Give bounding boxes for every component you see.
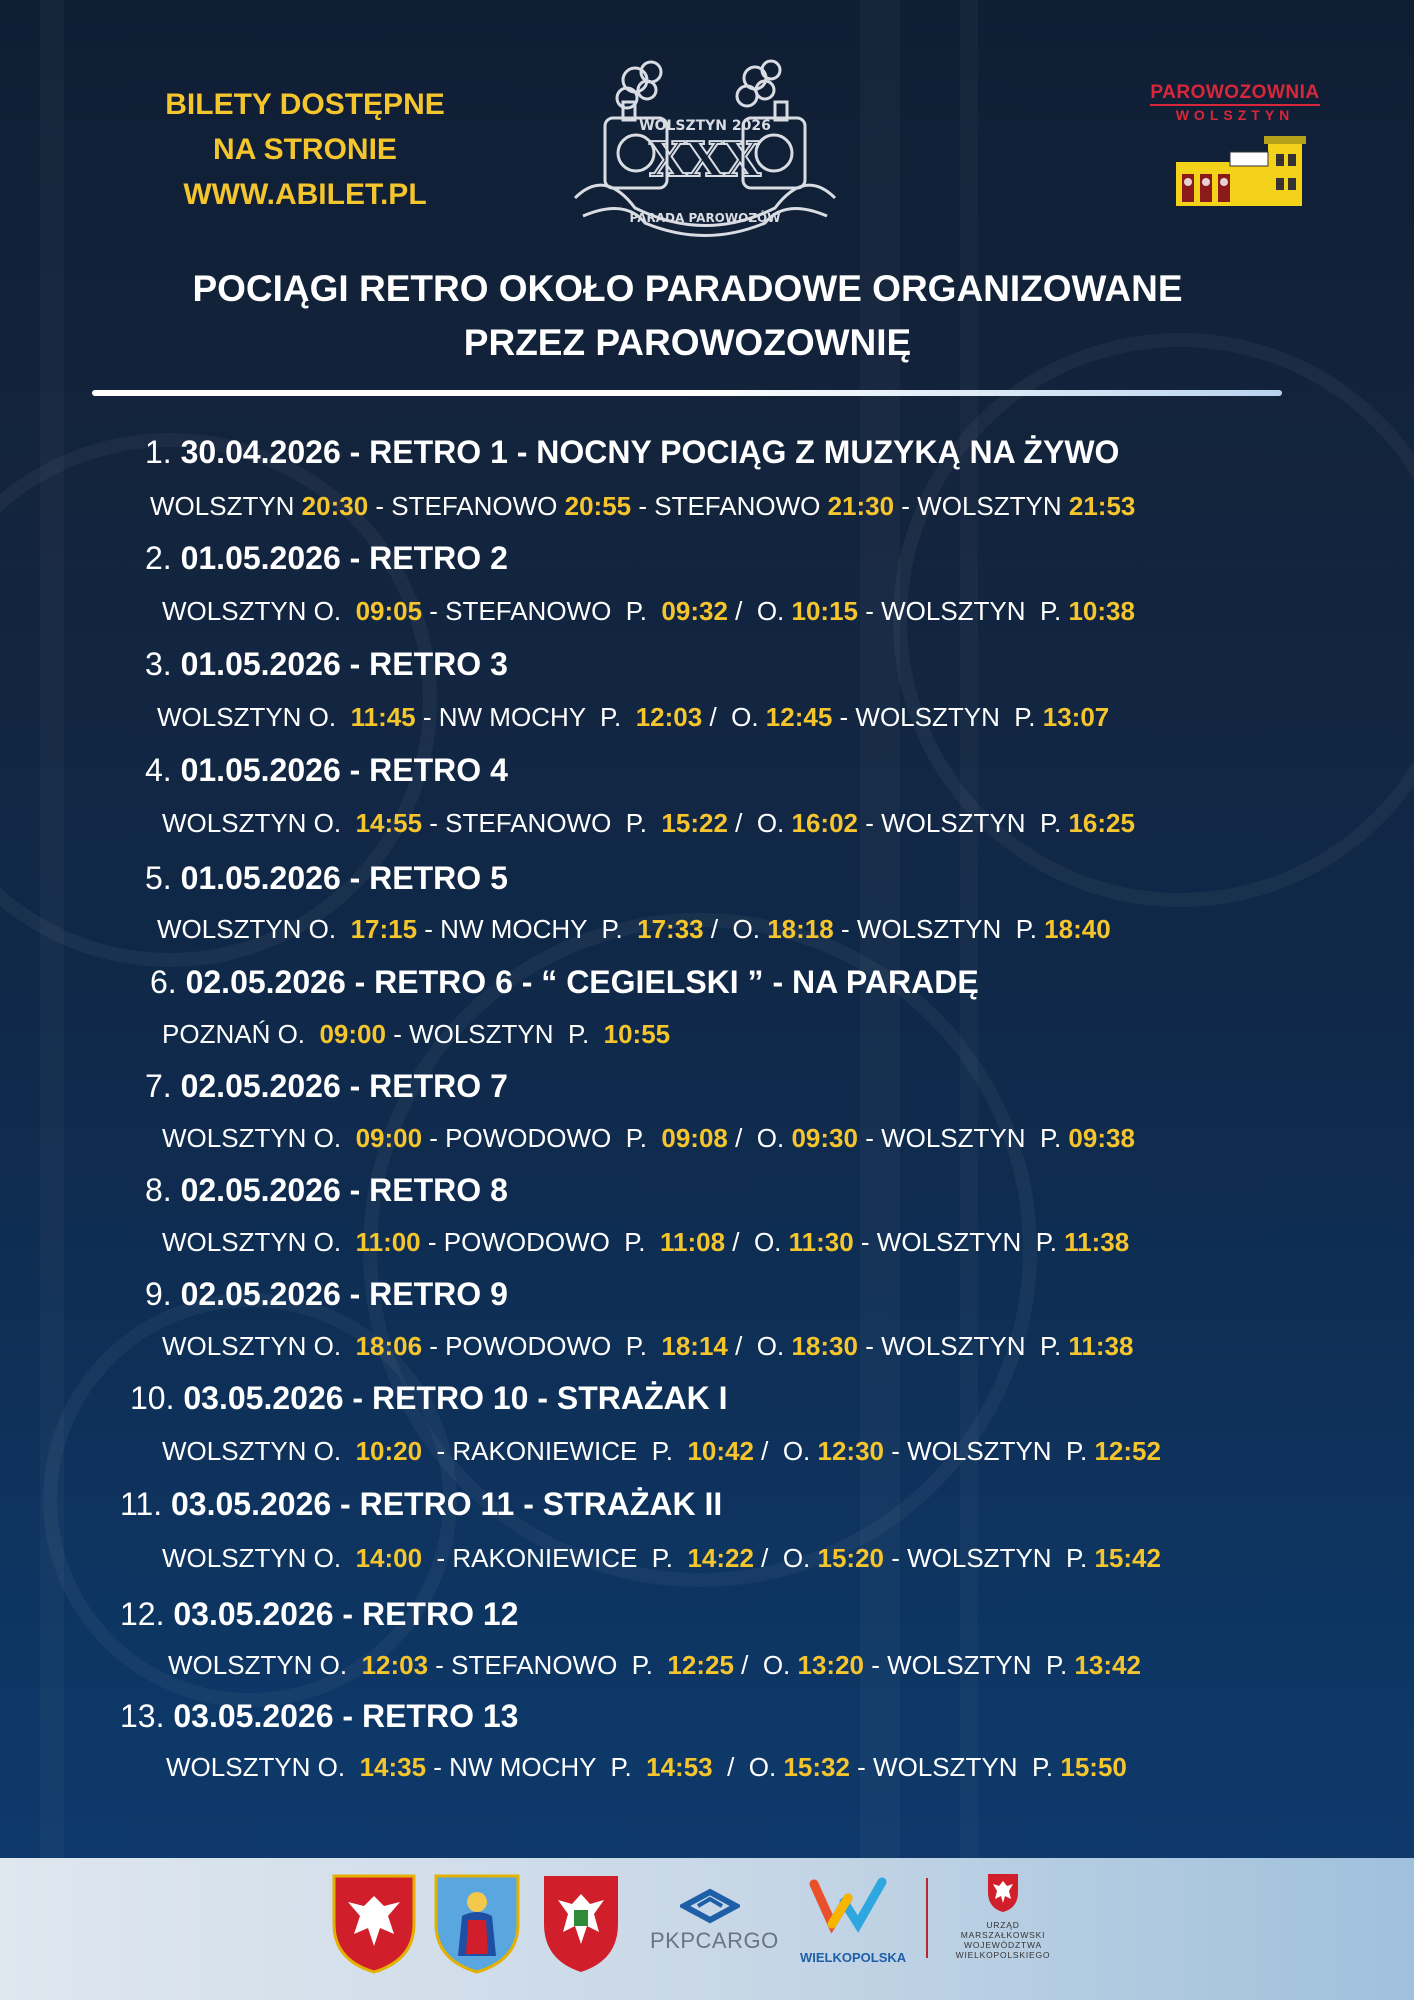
route-time: 09:00 [355, 1123, 423, 1153]
schedule-entry-route [150, 491, 1135, 522]
schedule-entry-title [145, 860, 508, 897]
tickets-info [130, 82, 480, 217]
entry-number: 5. [145, 860, 172, 896]
route-station: - POWODOWO P. [422, 1123, 662, 1153]
route-time: 10:15 [791, 596, 858, 626]
entry-train-name: - RETRO 5 [340, 860, 508, 896]
parowozownia-title: PAROWOZOWNIA [1150, 82, 1320, 103]
route-station: - WOLSZTYN P. [864, 1650, 1075, 1680]
route-station: - WOLSZTYN P. [858, 596, 1069, 626]
route-station: / O. [753, 1543, 818, 1573]
entry-train-name: - RETRO 9 [340, 1276, 508, 1312]
route-time: 20:30 [301, 491, 369, 521]
route-station: WOLSZTYN O. [162, 1227, 356, 1257]
route-station: / O. [727, 596, 792, 626]
schedule-entry-title [145, 1276, 508, 1313]
route-time: 14:22 [687, 1543, 754, 1573]
footer-separator [926, 1878, 928, 1958]
schedule-entry-route [168, 1650, 1141, 1681]
schedule-entry-route [162, 1227, 1129, 1258]
entry-date: 03.05.2026 [183, 1380, 344, 1416]
entry-number: 6. [150, 964, 177, 1000]
route-station: / O. [712, 1752, 784, 1782]
route-station: - POWODOWO P. [420, 1227, 660, 1257]
route-time: 09:38 [1068, 1123, 1135, 1153]
tickets-url[interactable]: WWW.ABILET.PL [183, 178, 427, 211]
entry-train-name: - RETRO 2 [340, 540, 508, 576]
page-heading [90, 262, 1285, 370]
route-time: 14:35 [359, 1752, 427, 1782]
urzad-line-4: WIELKOPOLSKIEGO [955, 1950, 1051, 1960]
route-station: WOLSZTYN O. [162, 1331, 356, 1361]
route-station: - STEFANOWO [631, 491, 828, 521]
schedule-entry-route [166, 1752, 1127, 1783]
route-station: - NW MOCHY P. [415, 702, 636, 732]
route-time: 10:38 [1068, 596, 1135, 626]
parada-parowozow-logo [565, 58, 845, 238]
route-station: - NW MOCHY P. [417, 914, 638, 944]
roundhouse-building-icon [1170, 134, 1310, 212]
route-time: 21:30 [827, 491, 895, 521]
route-station: WOLSZTYN O. [166, 1752, 360, 1782]
route-station: WOLSZTYN O. [162, 596, 356, 626]
route-time: 12:03 [635, 702, 703, 732]
route-station: - WOLSZTYN P. [385, 1019, 604, 1049]
schedule-entry-title [120, 1486, 722, 1523]
route-time: 14:55 [355, 808, 423, 838]
entry-train-name: - RETRO 7 [340, 1068, 508, 1104]
route-station: - STEFANOWO P. [422, 596, 662, 626]
schedule-entry-route [162, 1019, 670, 1050]
route-station: WOLSZTYN O. [157, 702, 351, 732]
route-station: WOLSZTYN O. [162, 1436, 356, 1466]
schedule-entry-title [145, 646, 508, 683]
route-time: 09:08 [661, 1123, 728, 1153]
route-time: 09:05 [355, 596, 423, 626]
coat-of-arms-powiat-icon [540, 1872, 622, 1976]
route-station: - POWODOWO P. [422, 1331, 662, 1361]
route-station: WOLSZTYN O. [162, 1123, 356, 1153]
route-station: - WOLSZTYN P. [832, 702, 1043, 732]
route-station: - RAKONIEWICE P. [422, 1436, 688, 1466]
urzad-line-1: URZĄD [986, 1920, 1020, 1930]
urzad-line-3: WOJEWÓDZTWA [964, 1940, 1042, 1950]
route-station: - STEFANOWO P. [428, 1650, 668, 1680]
route-time: 11:00 [355, 1227, 421, 1257]
route-time: 18:06 [355, 1331, 423, 1361]
entry-number: 13. [120, 1698, 165, 1734]
event-logo-banner-text: PARADA PAROWOZÓW [629, 211, 781, 225]
schedule-entry-title [150, 964, 979, 1001]
entry-train-name: - RETRO 13 [333, 1698, 519, 1734]
entry-number: 7. [145, 1068, 172, 1104]
route-time: 11:30 [788, 1227, 854, 1257]
entry-train-name: - RETRO 11 - STRAŻAK II [331, 1486, 723, 1522]
schedule-entry-route [162, 1331, 1133, 1362]
schedule-entry-title [120, 1596, 518, 1633]
route-time: 16:25 [1068, 808, 1135, 838]
schedule-entry-route [162, 1436, 1161, 1467]
route-station: WOLSZTYN [150, 491, 302, 521]
route-time: 15:20 [817, 1543, 885, 1573]
route-time: 14:53 [646, 1752, 713, 1782]
entry-date: 03.05.2026 [173, 1698, 334, 1734]
route-station: WOLSZTYN O. [162, 1543, 356, 1573]
entry-train-name: - RETRO 10 - STRAŻAK I [343, 1380, 728, 1416]
route-station: - WOLSZTYN P. [833, 914, 1045, 944]
route-time: 12:52 [1094, 1436, 1161, 1466]
route-station: - WOLSZTYN P. [884, 1543, 1095, 1573]
entry-number: 2. [145, 540, 172, 576]
route-time: 15:42 [1094, 1543, 1161, 1573]
route-station: - RAKONIEWICE P. [422, 1543, 688, 1573]
route-station: - STEFANOWO P. [422, 808, 662, 838]
entry-number: 12. [120, 1596, 165, 1632]
heading-line-2: PRZEZ PAROWOZOWNIĘ [463, 322, 912, 363]
entry-date: 03.05.2026 [171, 1486, 332, 1522]
schedule-entry-title [145, 540, 508, 577]
route-station: / O. [725, 1227, 789, 1257]
route-station: / O. [727, 808, 792, 838]
route-time: 15:50 [1060, 1752, 1127, 1782]
schedule-entry-title [145, 434, 1119, 471]
route-time: 12:45 [765, 702, 833, 732]
entry-date: 30.04.2026 [180, 434, 341, 470]
pkp-cargo-label: PKPCARGO [650, 1928, 779, 1953]
schedule-entry-title [145, 1172, 508, 1209]
wielkopolska-logo-icon [808, 1874, 890, 1934]
entry-number: 11. [120, 1486, 163, 1522]
route-time: 11:38 [1068, 1331, 1134, 1361]
route-station: WOLSZTYN O. [157, 914, 351, 944]
route-station: WOLSZTYN O. [168, 1650, 362, 1680]
parowozownia-subtitle: WOLSZTYN [1150, 104, 1320, 123]
wielkopolska-label: WIELKOPOLSKA [800, 1950, 907, 1965]
entry-train-name: - RETRO 3 [340, 646, 508, 682]
entry-date: 01.05.2026 [180, 646, 341, 682]
route-time: 13:07 [1042, 702, 1110, 732]
entry-number: 4. [145, 752, 172, 788]
route-station: - WOLSZTYN P. [853, 1227, 1065, 1257]
route-time: 15:32 [783, 1752, 850, 1782]
route-time: 16:02 [791, 808, 858, 838]
route-time: 12:25 [667, 1650, 734, 1680]
entry-date: 03.05.2026 [173, 1596, 334, 1632]
route-time: 12:30 [817, 1436, 885, 1466]
route-time: 10:20 [355, 1436, 423, 1466]
route-station: / O. [703, 914, 768, 944]
route-time: 18:14 [661, 1331, 728, 1361]
entry-train-name: - RETRO 4 [340, 752, 508, 788]
tickets-line-2: NA STRONIE [213, 133, 397, 166]
entry-date: 02.05.2026 [180, 1172, 341, 1208]
route-time: 11:45 [350, 702, 416, 732]
route-time: 18:40 [1044, 914, 1111, 944]
route-station: / O. [733, 1650, 798, 1680]
entry-date: 02.05.2026 [180, 1068, 341, 1104]
entry-number: 3. [145, 646, 172, 682]
coat-of-arms-wolsztyn-icon [432, 1872, 522, 1976]
route-time: 13:42 [1074, 1650, 1141, 1680]
entry-train-name: - RETRO 6 - “ CEGIELSKI ” - NA PARADĘ [345, 964, 979, 1000]
route-time: 14:00 [355, 1543, 423, 1573]
urzad-line-2: MARSZAŁKOWSKI [960, 1930, 1046, 1940]
route-time: 17:15 [350, 914, 418, 944]
route-time: 18:18 [767, 914, 834, 944]
route-time: 09:30 [791, 1123, 858, 1153]
route-station: - WOLSZTYN [894, 491, 1069, 521]
entry-number: 10. [130, 1380, 175, 1416]
route-station: - NW MOCHY P. [426, 1752, 647, 1782]
route-station: POZNAŃ O. [162, 1019, 320, 1049]
heading-divider [92, 390, 1282, 396]
route-station: / O. [727, 1331, 792, 1361]
entry-date: 02.05.2026 [185, 964, 346, 1000]
entry-date: 01.05.2026 [180, 752, 341, 788]
schedule-entry-route [162, 596, 1135, 627]
route-time: 11:08 [659, 1227, 726, 1257]
urzad-marszalkowski-label [948, 1920, 1058, 1960]
schedule-entry-title [120, 1698, 518, 1735]
tickets-line-1: BILETY DOSTĘPNE [165, 88, 445, 121]
heading-line-1: POCIĄGI RETRO OKOŁO PARADOWE ORGANIZOWANE [192, 268, 1183, 309]
route-station: / O. [702, 702, 766, 732]
route-time: 15:22 [661, 808, 728, 838]
sponsors-footer [0, 1858, 1414, 2000]
schedule-entry-title [145, 1068, 508, 1105]
pkp-cargo-logo-icon [680, 1888, 740, 1924]
route-time: 21:53 [1068, 491, 1136, 521]
coat-of-arms-eagle-icon [330, 1872, 418, 1976]
route-station: - STEFANOWO [368, 491, 565, 521]
route-station: - WOLSZTYN P. [857, 1331, 1069, 1361]
schedule-entry-route [162, 808, 1135, 839]
entry-number: 8. [145, 1172, 172, 1208]
urzad-marszalkowski-crest-icon [986, 1872, 1020, 1914]
route-time: 11:38 [1064, 1227, 1130, 1257]
entry-date: 02.05.2026 [180, 1276, 341, 1312]
entry-number: 1. [145, 434, 172, 470]
route-time: 20:55 [564, 491, 632, 521]
parowozownia-wolsztyn-logo [1150, 78, 1330, 218]
entry-train-name: - RETRO 1 - NOCNY POCIĄG Z MUZYKĄ NA ŻYWO [340, 434, 1120, 470]
route-time: 10:55 [603, 1019, 671, 1049]
entry-date: 01.05.2026 [180, 860, 341, 896]
route-station: - WOLSZTYN P. [857, 1123, 1069, 1153]
entry-train-name: - RETRO 8 [340, 1172, 508, 1208]
entry-train-name: - RETRO 12 [333, 1596, 519, 1632]
entry-number: 9. [145, 1276, 172, 1312]
route-station: / O. [753, 1436, 818, 1466]
route-time: 13:20 [797, 1650, 864, 1680]
route-time: 09:32 [661, 596, 728, 626]
route-time: 10:42 [687, 1436, 754, 1466]
route-station: WOLSZTYN O. [162, 808, 356, 838]
schedule-entry-route [157, 914, 1111, 945]
schedule-entry-route [162, 1123, 1135, 1154]
schedule-entry-title [130, 1380, 728, 1417]
schedule-entry-route [157, 702, 1109, 733]
route-station: - WOLSZTYN P. [849, 1752, 1061, 1782]
route-station: / O. [727, 1123, 792, 1153]
event-logo-top-text: WOLSZTYN 2026 [639, 118, 771, 134]
route-time: 17:33 [637, 914, 704, 944]
route-station: - WOLSZTYN P. [858, 808, 1069, 838]
schedule-entry-title [145, 752, 508, 789]
entry-date: 01.05.2026 [180, 540, 341, 576]
schedule-entry-route [162, 1543, 1161, 1574]
route-time: 12:03 [361, 1650, 429, 1680]
event-logo-numeral: XXX [649, 132, 761, 188]
route-station: - WOLSZTYN P. [884, 1436, 1095, 1466]
route-time: 09:00 [319, 1019, 386, 1049]
route-time: 18:30 [791, 1331, 858, 1361]
